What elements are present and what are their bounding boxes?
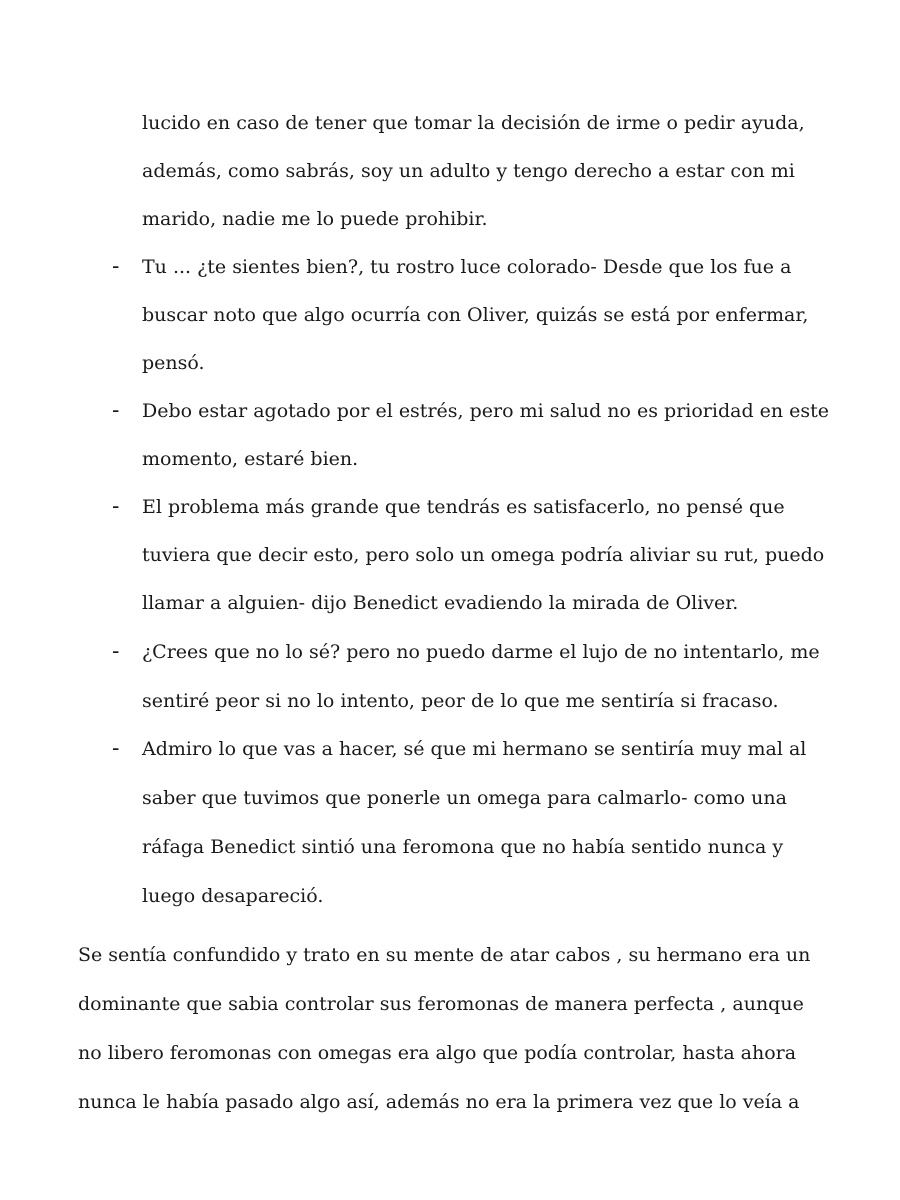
text-line: ráfaga Benedict sintió una feromona que no había sentido nunca y <box>142 836 784 858</box>
dialogue-dash: - <box>112 494 120 519</box>
text-line: ¿Crees que no lo sé? pero no puedo darme el lujo de no intentarlo, me <box>142 641 820 663</box>
dialogue-dash: - <box>112 736 120 761</box>
text-line: marido, nadie me lo puede prohibir. <box>142 208 488 230</box>
text-line: tuviera que decir esto, pero solo un omega podría aliviar su rut, puedo <box>142 544 825 566</box>
text-line: Tu ... ¿te sientes bien?, tu rostro luce colorado- Desde que los fue a <box>142 256 792 278</box>
text-line: dominante que sabia controlar sus feromonas de manera perfecta , aunque <box>78 993 804 1015</box>
text-line: luego desapareció. <box>142 885 324 907</box>
text-line: buscar noto que algo ocurría con Oliver, quizás se está por enfermar, <box>142 304 809 326</box>
text-line: Admiro lo que vas a hacer, sé que mi hermano se sentiría muy mal al <box>142 738 807 760</box>
dialogue-dash: - <box>112 254 120 279</box>
text-line: El problema más grande que tendrás es satisfacerlo, no pensé que <box>142 496 785 518</box>
text-line: saber que tuvimos que ponerle un omega para calmarlo- como una <box>142 787 787 809</box>
dialogue-dash: - <box>112 398 120 423</box>
text-line: además, como sabrás, soy un adulto y tengo derecho a estar con mi <box>142 160 795 182</box>
text-line: pensó. <box>142 352 205 374</box>
text-line: Debo estar agotado por el estrés, pero mi salud no es prioridad en este <box>142 400 830 422</box>
text-line: nunca le había pasado algo así, además no era la primera vez que lo veía a <box>78 1091 800 1113</box>
text-line: no libero feromonas con omegas era algo que podía controlar, hasta ahora <box>78 1042 797 1064</box>
text-line: lucido en caso de tener que tomar la decisión de irme o pedir ayuda, <box>142 112 805 134</box>
dialogue-dash: - <box>112 639 120 664</box>
text-line: momento, estaré bien. <box>142 448 359 470</box>
text-line: Se sentía confundido y trato en su mente de atar cabos , su hermano era un <box>78 944 811 966</box>
text-line: llamar a alguien- dijo Benedict evadiendo la mirada de Oliver. <box>142 592 739 614</box>
text-line: sentiré peor si no lo intento, peor de lo que me sentiría si fracaso. <box>142 690 779 712</box>
